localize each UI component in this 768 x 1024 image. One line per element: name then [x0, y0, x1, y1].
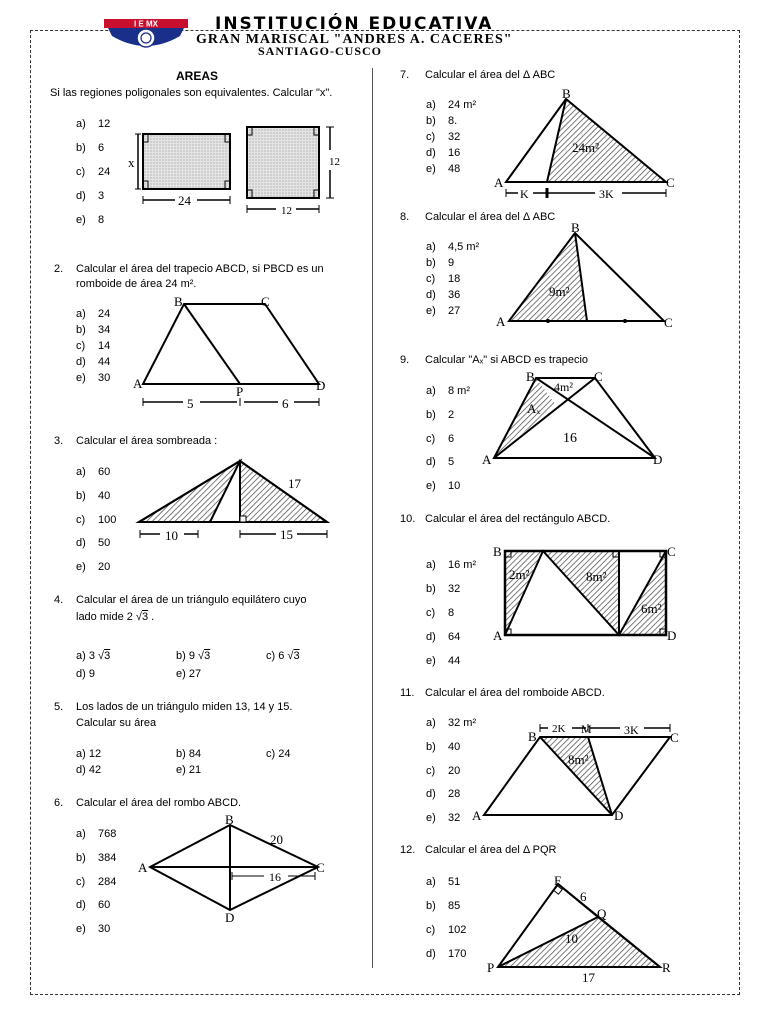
- q9-label-4m2: 4m²: [554, 380, 573, 394]
- q10-label-D: D: [667, 628, 677, 643]
- q8-label-B: B: [571, 220, 580, 235]
- q9-label-B: B: [526, 369, 535, 384]
- q9-option: c) 6: [426, 433, 455, 445]
- q7-label-A: A: [494, 175, 504, 190]
- q5-option-e: e) 21: [176, 764, 202, 776]
- q9-label-D: D: [653, 452, 663, 467]
- q2-label-5: 5: [187, 396, 194, 411]
- q11-option: c) 20: [426, 765, 461, 777]
- q6-label-B: B: [225, 812, 234, 827]
- q10-label-2m2: 2m²: [509, 567, 530, 582]
- q2-option: b) 34: [76, 324, 111, 336]
- q8-label-C: C: [664, 315, 673, 330]
- q10-label-6m2: 6m²: [641, 601, 662, 616]
- school-name: GRAN MARISCAL "ANDRES A. CACERES": [196, 32, 513, 47]
- q11-label-D: D: [614, 808, 624, 823]
- q8-label-area: 9m²: [549, 284, 570, 299]
- q11-option: d) 28: [426, 788, 461, 800]
- q12-label-17: 17: [582, 970, 595, 985]
- q12-label-6: 6: [580, 889, 587, 904]
- q7-label-area: 24m²: [572, 140, 600, 155]
- q1-label-24: 24: [178, 193, 191, 208]
- q10-label-B: B: [493, 544, 502, 559]
- q7-label-k: K: [520, 187, 529, 201]
- q12-option: a) 51: [426, 876, 461, 888]
- q11-label-M: M: [581, 722, 592, 736]
- q1-label-h12: 12: [329, 156, 340, 168]
- q6-label-A: A: [138, 860, 148, 875]
- q8-option: d) 36: [426, 289, 461, 301]
- q7-label-B: B: [562, 86, 571, 101]
- q8-option: b) 9: [426, 257, 455, 269]
- q6-label-16: 16: [269, 870, 281, 884]
- q2-label-6: 6: [282, 396, 289, 411]
- q6-label-20: 20: [270, 832, 283, 847]
- q11-option: a) 32 m²: [426, 717, 477, 729]
- q5-option-d: d) 42: [76, 764, 102, 776]
- q3-option: d) 50: [76, 537, 111, 549]
- q2-label-B: B: [174, 294, 183, 309]
- q9-option: e) 10: [426, 480, 461, 492]
- institution-title: INSTITUCIÓN EDUCATIVA: [215, 14, 494, 34]
- q6-option: d) 60: [76, 899, 111, 911]
- q11-label-A: A: [472, 808, 482, 823]
- q11-label-3k: 3K: [624, 723, 639, 737]
- q1-option: b) 6: [76, 142, 105, 154]
- q1-option: a) 12: [76, 118, 111, 130]
- q9-option: a) 8 m²: [426, 385, 470, 397]
- q11-option: e) 32: [426, 812, 461, 824]
- q8-option: e) 27: [426, 305, 461, 317]
- logo-text: I E MX: [133, 19, 159, 29]
- q7-option: a) 24 m²: [426, 99, 477, 111]
- q3-option: a) 60: [76, 466, 111, 478]
- q8-option: a) 4,5 m²: [426, 241, 480, 253]
- q9-label-16: 16: [563, 431, 577, 446]
- q7-option: d) 16: [426, 147, 461, 159]
- q7-option: c) 32: [426, 131, 461, 143]
- q2-label-D: D: [316, 378, 326, 393]
- q6-option: c) 284: [76, 876, 117, 888]
- q6-option: e) 30: [76, 923, 111, 935]
- q2-label-C: C: [261, 294, 270, 309]
- q4-option-a: a) 3 √3: [76, 650, 111, 662]
- q10-option: b) 32: [426, 583, 461, 595]
- q8-option: c) 18: [426, 273, 461, 285]
- q9-label-A: A: [482, 452, 492, 467]
- q9-label-C: C: [594, 369, 603, 384]
- q11-option: b) 40: [426, 741, 461, 753]
- q2-label-A: A: [133, 376, 143, 391]
- q1-option: d) 3: [76, 190, 105, 202]
- q1-option: c) 24: [76, 166, 111, 178]
- q2-option: d) 44: [76, 356, 111, 368]
- q2-option: a) 24: [76, 308, 111, 320]
- q5-option-b: b) 84: [176, 748, 202, 760]
- q7-label-C: C: [666, 175, 675, 190]
- q11-label-8m2: 8m²: [568, 752, 589, 767]
- school-city: SANTIAGO-CUSCO: [258, 44, 383, 58]
- q5-option-a: a) 12: [76, 748, 102, 760]
- q7-option: e) 48: [426, 163, 461, 175]
- q11-label-2k: 2K: [552, 723, 566, 735]
- q9-option: b) 2: [426, 409, 455, 421]
- q9-label-ax: Aₓ: [527, 401, 541, 416]
- q10-option: a) 16 m²: [426, 559, 477, 571]
- q10-label-8m2: 8m²: [586, 569, 607, 584]
- q12-label-10: 10: [565, 931, 578, 946]
- q3-label-15: 15: [280, 527, 293, 542]
- intro-text: Si las regiones poligonales son equivalentes. Calcular "x".: [50, 87, 333, 99]
- q3-option: b) 40: [76, 490, 111, 502]
- q12-label-P: P: [487, 960, 495, 975]
- q7-option: b) 8.: [426, 115, 458, 127]
- q10-label-C: C: [667, 544, 676, 559]
- q9-option: d) 5: [426, 456, 455, 468]
- q12-label-R: R: [662, 960, 671, 975]
- q4-option-d: d) 9: [76, 668, 95, 680]
- q1-label-w12: 12: [281, 205, 292, 217]
- q8-label-A: A: [496, 314, 506, 329]
- q4-option-b: b) 9 √3: [176, 650, 211, 662]
- q2-label-P: P: [236, 384, 244, 399]
- q3-label-17: 17: [288, 476, 301, 491]
- q12-label-Q: Q: [597, 906, 607, 921]
- q4-option-c: c) 6 √3: [266, 650, 300, 662]
- q10-option: d) 64: [426, 631, 461, 643]
- q5-option-c: c) 24: [266, 748, 291, 760]
- q7-label-3k: 3K: [599, 187, 614, 201]
- q3-option: c) 100: [76, 514, 117, 526]
- q6-option: b) 384: [76, 852, 117, 864]
- q10-option: e) 44: [426, 655, 461, 667]
- q10-label-A: A: [493, 628, 503, 643]
- q12-option: d) 170: [426, 948, 467, 960]
- q10-option: c) 8: [426, 607, 455, 619]
- q12-option: b) 85: [426, 900, 461, 912]
- q1-label-x: x: [128, 155, 135, 170]
- q12-label-F: F: [554, 873, 562, 888]
- q6-option: a) 768: [76, 828, 117, 840]
- q11-label-B: B: [528, 729, 537, 744]
- q3-option: e) 20: [76, 561, 111, 573]
- q11-label-C: C: [670, 730, 679, 745]
- q6-label-C: C: [316, 860, 325, 875]
- q6-label-D: D: [225, 910, 235, 925]
- q12-option: c) 102: [426, 924, 467, 936]
- q3-label-10: 10: [165, 528, 178, 543]
- q4-option-e: e) 27: [176, 668, 202, 680]
- q2-option: e) 30: [76, 372, 111, 384]
- q2-option: c) 14: [76, 340, 111, 352]
- section-title: AREAS: [176, 69, 219, 83]
- q1-option: e) 8: [76, 214, 105, 226]
